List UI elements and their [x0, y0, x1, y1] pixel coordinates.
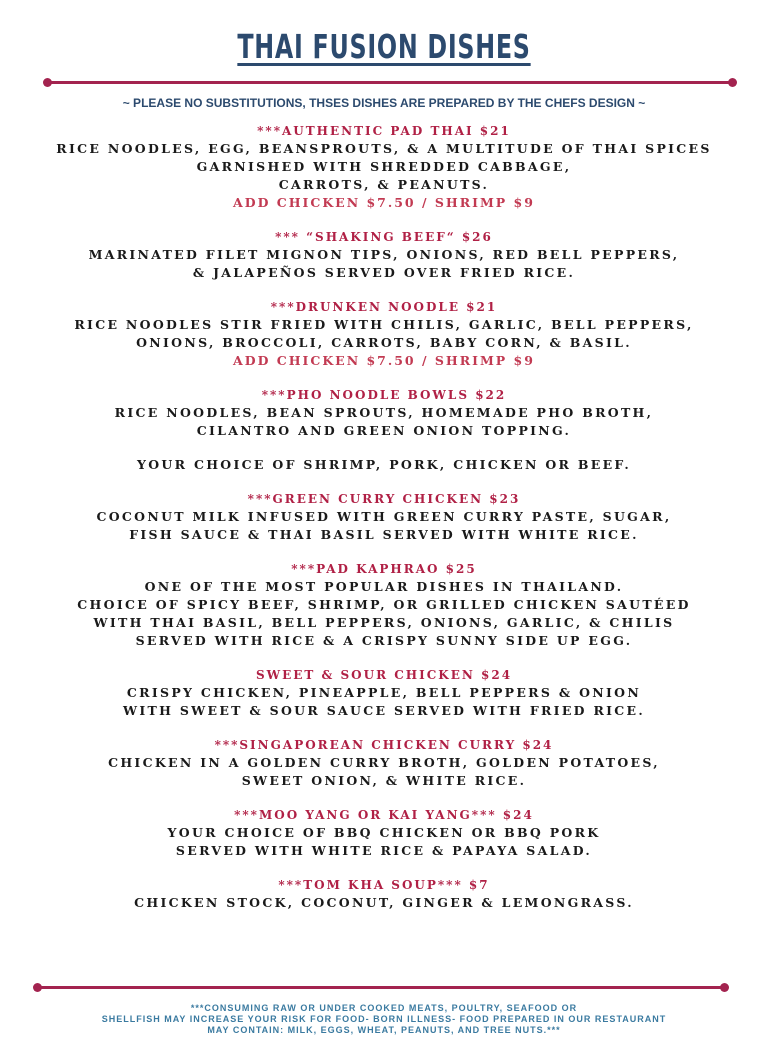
- menu-item-description: SERVED WITH WHITE RICE & PAPAYA SALAD.: [175, 843, 593, 858]
- menu-item: [0, 736, 768, 790]
- menu-item-description: RICE NOODLES STIR FRIED WITH CHILIS, GARLIC, BELL PEPPERS,: [74, 317, 694, 332]
- menu-item-name: ***SINGAPOREAN CHICKEN CURRY $24: [214, 738, 554, 752]
- menu-item: [0, 122, 768, 212]
- allergen-disclaimer: [0, 1003, 768, 1036]
- menu-item-description: WITH THAI BASIL, BELL PEPPERS, ONIONS, GARLIC, & CHILIS: [93, 615, 675, 630]
- menu-item-description: GARNISHED WITH SHREDDED CABBAGE,: [196, 159, 572, 174]
- menu-item-name: ***PAD KAPHRAO $25: [291, 562, 477, 576]
- menu-item-description: RICE NOODLES, EGG, BEANSPROUTS, & A MULTITUDE OF THAI SPICES: [56, 141, 712, 156]
- menu-item-description: CHICKEN STOCK, COCONUT, GINGER & LEMONGRASS.: [134, 895, 634, 910]
- menu-item-name: ***AUTHENTIC PAD THAI $21: [257, 124, 511, 138]
- disclaimer-line: MAY CONTAIN: MILK, EGGS, WHEAT, PEANUTS, AND TREE NUTS.***: [207, 1025, 561, 1035]
- menu-item-description: ONIONS, BROCCOLI, CARROTS, BABY CORN, & BASIL.: [136, 335, 632, 350]
- page-title: THAI FUSION DISHES: [237, 27, 531, 66]
- menu-item-name: SWEET & SOUR CHICKEN $24: [255, 668, 513, 682]
- menu-item-description: RICE NOODLES, BEAN SPROUTS, HOMEMADE PHO BROTH,: [114, 405, 654, 420]
- bottom-divider: [37, 986, 725, 989]
- menu-item-description: CHICKEN IN A GOLDEN CURRY BROTH, GOLDEN POTATOES,: [108, 755, 660, 770]
- menu-item-description: SWEET ONION, & WHITE RICE.: [241, 773, 527, 788]
- menu-item: [0, 560, 768, 650]
- top-divider: [47, 81, 733, 84]
- menu-item-description: SERVED WITH RICE & A CRISPY SUNNY SIDE UP EGG.: [135, 633, 633, 648]
- menu-item: [0, 876, 768, 912]
- menu-item-description: CRISPY CHICKEN, PINEAPPLE, BELL PEPPERS & ONION: [126, 685, 642, 700]
- menu-item: [0, 806, 768, 860]
- menu-item-addon: ADD CHICKEN $7.50 / SHRIMP $9: [233, 195, 535, 210]
- menu-item-description: FISH SAUCE & THAI BASIL SERVED WITH WHITE RICE.: [129, 527, 639, 542]
- menu-items: [0, 122, 768, 928]
- menu-item: [0, 298, 768, 370]
- disclaimer-line: ***CONSUMING RAW OR UNDER COOKED MEATS, POULTRY, SEAFOOD OR: [190, 1003, 578, 1013]
- menu-item-addon: ADD CHICKEN $7.50 / SHRIMP $9: [233, 353, 535, 368]
- menu-item-description: WITH SWEET & SOUR SAUCE SERVED WITH FRIED RICE.: [122, 703, 646, 718]
- menu-item-name: ***PHO NOODLE BOWLS $22: [261, 388, 507, 402]
- menu-item: [0, 228, 768, 282]
- menu-item-name: ***MOO YANG OR KAI YANG*** $24: [234, 808, 534, 822]
- menu-item-description: MARINATED FILET MIGNON TIPS, ONIONS, RED BELL PEPPERS,: [88, 247, 680, 262]
- substitution-note: ~ PLEASE NO SUBSTITUTIONS, THSES DISHES ARE PREPARED BY THE CHEFS DESIGN ~: [122, 96, 646, 110]
- menu-item: [0, 490, 768, 544]
- menu-item: [0, 386, 768, 474]
- menu-item-description: & JALAPEÑOS SERVED OVER FRIED RICE.: [192, 265, 576, 280]
- menu-item-description: ONE OF THE MOST POPULAR DISHES IN THAILAND.: [144, 579, 624, 594]
- menu-item-name: ***DRUNKEN NOODLE $21: [270, 300, 498, 314]
- menu-item-name: ***GREEN CURRY CHICKEN $23: [247, 492, 521, 506]
- menu-item: [0, 666, 768, 720]
- menu-item-description: COCONUT MILK INFUSED WITH GREEN CURRY PASTE, SUGAR,: [96, 509, 672, 524]
- menu-item-description: CHOICE OF SPICY BEEF, SHRIMP, OR GRILLED CHICKEN SAUTÉED: [77, 597, 691, 612]
- menu-item-description: YOUR CHOICE OF BBQ CHICKEN OR BBQ PORK: [167, 825, 601, 840]
- disclaimer-line: SHELLFISH MAY INCREASE YOUR RISK FOR FOOD- BORN ILLNESS- FOOD PREPARED IN OUR RESTAURANT: [101, 1014, 667, 1024]
- menu-item-choice: YOUR CHOICE OF SHRIMP, PORK, CHICKEN OR BEEF.: [137, 457, 631, 472]
- menu-item-description: CARROTS, & PEANUTS.: [278, 177, 490, 192]
- menu-item-description: CILANTRO AND GREEN ONION TOPPING.: [196, 423, 572, 438]
- menu-item-name: *** “SHAKING BEEF“ $26: [275, 230, 493, 244]
- menu-item-name: ***TOM KHA SOUP*** $7: [278, 878, 490, 892]
